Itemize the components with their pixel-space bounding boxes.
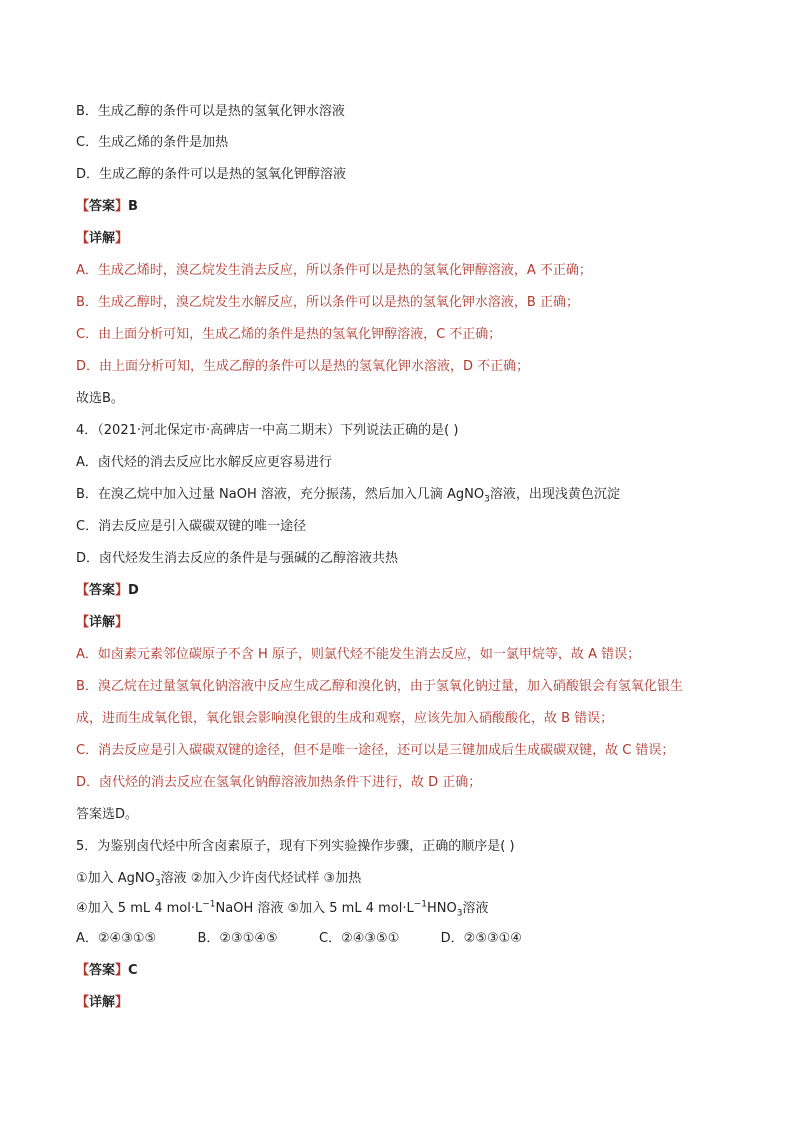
explain-label: 详解: [89, 995, 116, 1010]
q5-step-1-text: ①加入 AgNO: [76, 871, 155, 886]
answer-value: B: [128, 199, 138, 214]
answer-value: C: [128, 963, 138, 978]
explain-bracket-close: 】: [115, 615, 129, 630]
explain-bracket-open: 【: [76, 615, 90, 630]
q5-options: A．②④③①⑤ B．②③①④⑤ C．②④③⑤① D．②⑤③①④: [76, 931, 522, 946]
q5-steps-line-2: [76, 900, 736, 918]
q3-detail-b: B．生成乙醇时，溴乙烷发生水解反应，所以条件可以是热的氢氧化钾水溶液，B 正确；: [76, 295, 579, 310]
answer-bracket-open: 【: [76, 963, 90, 978]
q3-answer: [76, 198, 736, 216]
q4-explanation-heading: [76, 614, 736, 632]
explain-label: 详解: [89, 231, 116, 246]
q4-detail-c: C．消去反应是引入碳碳双键的途径，但不是唯一途径，还可以是三键加成后生成碳碳双键，故 C 错误；: [76, 743, 675, 758]
q3-detail-d: D．由上面分析可知，生成乙醇的条件可以是热的氢氧化钾水溶液，D 不正确；: [76, 359, 530, 374]
q4-detail-b-cont: 成，进而生成氧化银，氧化银会影响溴化银的生成和观察，应该先加入硝酸酸化，故 B 错误；: [76, 711, 614, 726]
answer-label: 答案: [89, 583, 116, 598]
q3-conclusion: 故选B。: [76, 391, 124, 406]
q5-answer: [76, 962, 736, 980]
q5-hno3-text: HNO: [427, 901, 457, 916]
explain-bracket-open: 【: [76, 995, 90, 1010]
q4-answer: [76, 582, 736, 600]
explain-bracket-close: 】: [115, 231, 129, 246]
answer-bracket-close: 】: [115, 963, 129, 978]
q3-detail-a: A．生成乙烯时，溴乙烷发生消去反应，所以条件可以是热的氢氧化钾醇溶液，A 不正确；: [76, 263, 592, 278]
q4-option-a: A．卤代烃的消去反应比水解反应更容易进行: [76, 455, 332, 470]
q4-detail-d: D．卤代烃的消去反应在氢氧化钠醇溶液加热条件下进行，故 D 正确；: [76, 775, 482, 790]
q4-conclusion: 答案选D。: [76, 807, 139, 822]
q5-step-5-end: 溶液: [462, 901, 489, 916]
subscript: 3: [154, 878, 161, 889]
answer-bracket-close: 】: [115, 199, 129, 214]
q4-option-b-text: B．在溴乙烷中加入过量 NaOH 溶液，充分振荡，然后加入几滴 AgNO: [76, 487, 485, 502]
explain-bracket-close: 】: [115, 995, 129, 1010]
q5-step-4-text: ④加入 5 mL 4 mol·L: [76, 901, 203, 916]
superscript: −1: [413, 899, 428, 910]
q4-option-b: [76, 486, 736, 504]
subscript: 3: [456, 908, 463, 919]
q3-option-c: C．生成乙烯的条件是加热: [76, 135, 229, 150]
q4-detail-b: B．溴乙烷在过量氢氧化钠溶液中反应生成乙醇和溴化钠，由于氢氧化钠过量，加入硝酸银会有氢氧化银生: [76, 679, 683, 694]
superscript: −1: [202, 899, 216, 910]
q5-explanation-heading: [76, 994, 736, 1012]
q3-detail-c: C．由上面分析可知，生成乙烯的条件是热的氢氧化钾醇溶液，C 不正确；: [76, 327, 502, 342]
explain-bracket-open: 【: [76, 231, 90, 246]
q5-stem: 5．为鉴别卤代烃中所含卤素原子，现有下列实验操作步骤，正确的顺序是( ): [76, 839, 515, 854]
q4-option-c: C．消去反应是引入碳碳双键的唯一途径: [76, 519, 307, 534]
q3-explanation-heading: [76, 230, 736, 248]
answer-bracket-open: 【: [76, 583, 90, 598]
q5-steps-line-1: [76, 870, 736, 888]
subscript: 3: [484, 494, 490, 505]
q4-option-b-text-end: 溶液，出现浅黄色沉淀: [489, 487, 620, 502]
answer-bracket-open: 【: [76, 199, 90, 214]
q5-step-5-text: NaOH 溶液 ⑤加入 5 mL 4 mol·L: [215, 901, 414, 916]
q4-option-d: D．卤代烃发生消去反应的条件是与强碱的乙醇溶液共热: [76, 551, 399, 566]
answer-bracket-close: 】: [115, 583, 129, 598]
answer-value: D: [128, 583, 139, 598]
answer-label: 答案: [89, 963, 116, 978]
q4-stem: 4．（2021·河北保定市·高碑店一中高二期末）下列说法正确的是( ): [76, 423, 459, 438]
q3-option-d: D．生成乙醇的条件可以是热的氢氧化钾醇溶液: [76, 167, 347, 182]
q4-detail-a: A．如卤素元素邻位碳原子不含 H 原子，则氯代烃不能发生消去反应，如一氯甲烷等，故 A 错误；: [76, 647, 641, 662]
answer-label: 答案: [89, 199, 116, 214]
q3-option-b: B．生成乙醇的条件可以是热的氢氧化钾水溶液: [76, 104, 345, 119]
explain-label: 详解: [89, 615, 116, 630]
q5-steps-text: 溶液 ②加入少许卤代烃试样 ③加热: [160, 871, 362, 886]
